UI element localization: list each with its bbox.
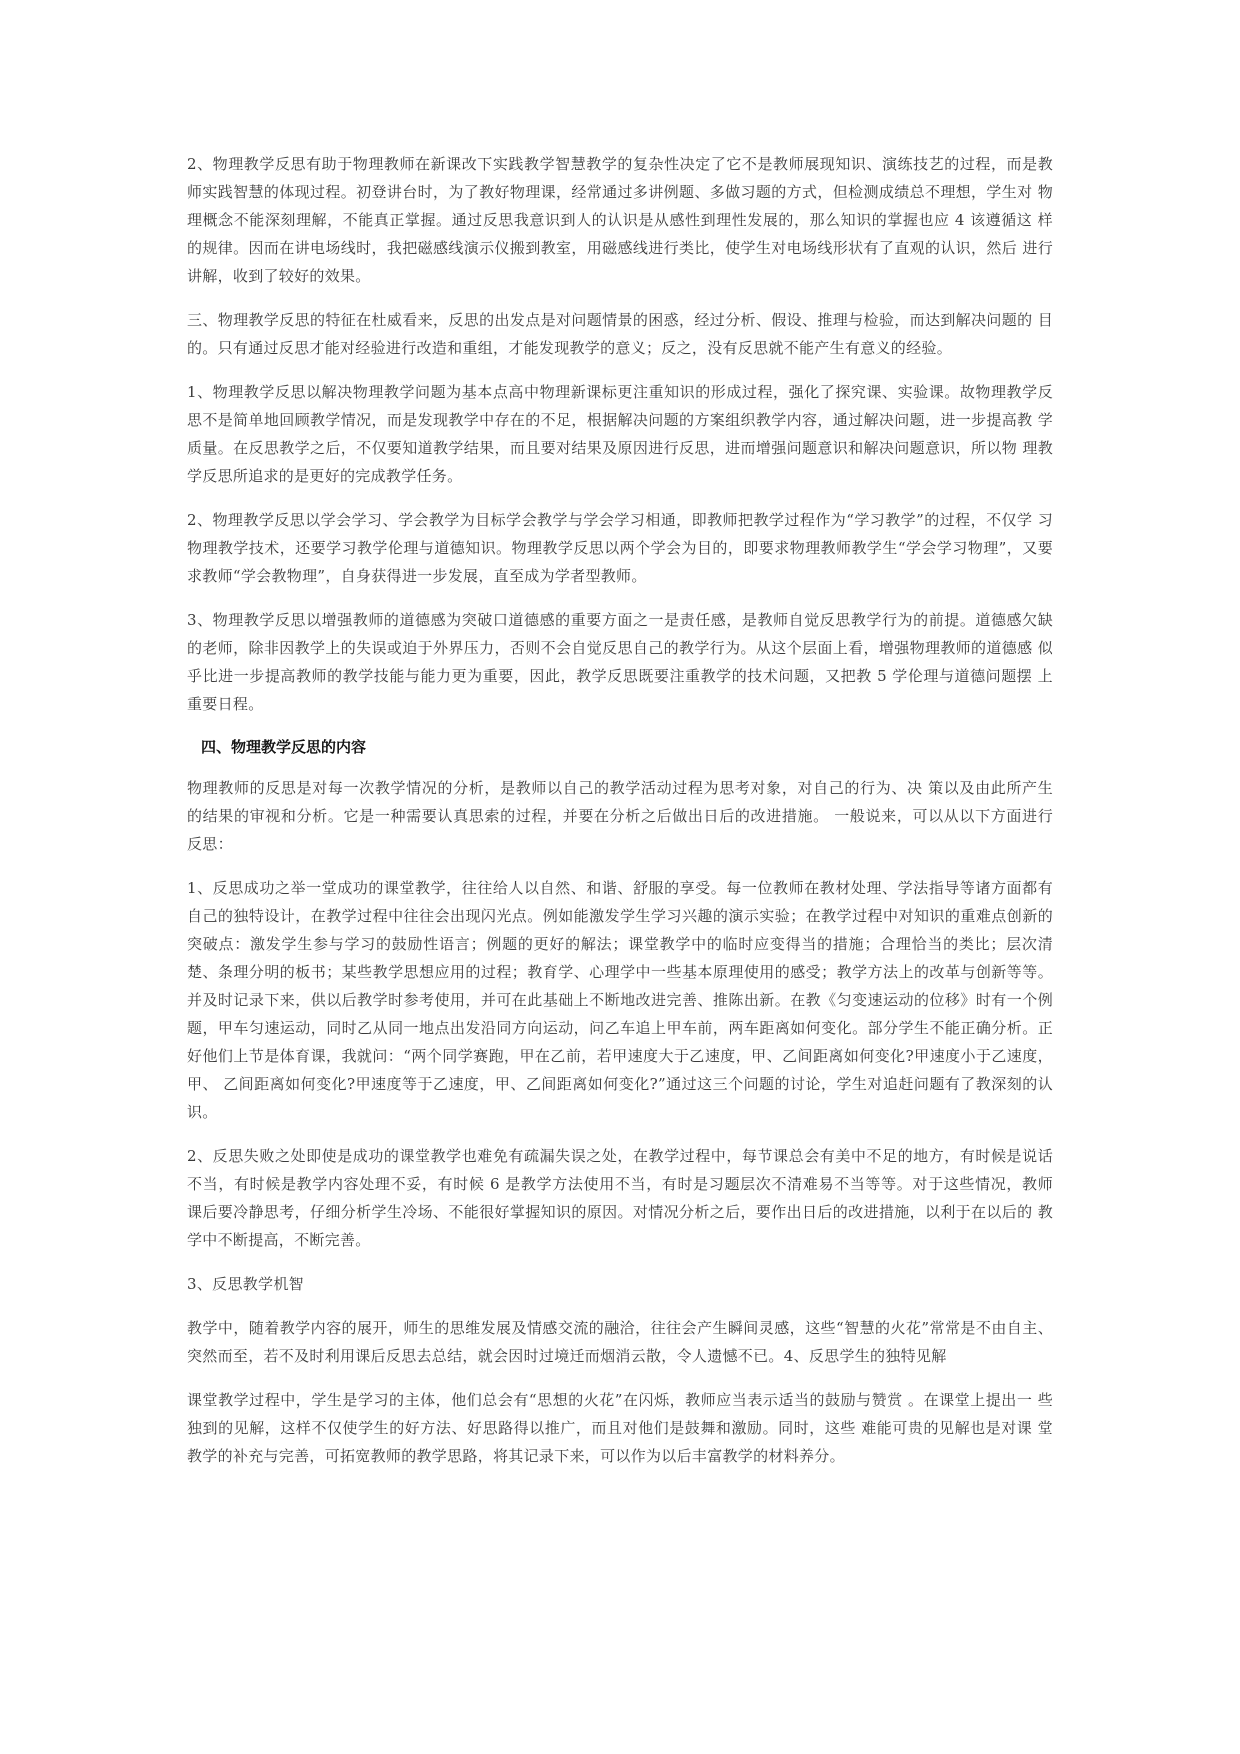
paragraph-11: 课堂教学过程中，学生是学习的主体，他们总会有“思想的火花”在闪烁，教师应当表示适当的鼓励与赞赏 。在课堂上提出一 些独到的见解，这样不仅使学生的好方法、好思路得以推广，而且对他们是鼓舞和激励。同时，这些 难能可贵的见解也是对课 堂教学的补充与完善，可拓宽教师的教学思路，将其记录下来，可以作为以后丰富教学的材料养分。 [187, 1391, 1053, 1465]
paragraph-6: 物理教师的反思是对每一次教学情况的分析，是教师以自己的教学活动过程为思考对象，对自己的行为、决 策以及由此所产生 的结果的审视和分析。它是一种需要认真思索的过程，并要在分析之后做出日后的改进措施。 一般说来，可以从以下方面进行 反思： [187, 779, 1053, 853]
paragraph-1: 2、物理教学反思有助于物理教师在新课改下实践教学智慧教学的复杂性决定了它不是教师展现知识、演练技艺的过程，而是教 师实践智慧的体现过程。初登讲台时，为了教好物理课，经常通过多讲例题、多做习题的方式，但检测成绩总不理想，学生对 物理概念不能深刻理解，不能真正掌握。通过反思我意识到人的认识是从感性到理性发展的，那么知识的掌握也应 4 该遵循这 样的规律。因而在讲电场线时，我把磁感线演示仪搬到教室，用磁感线进行类比，使学生对电场线形状有了直观的认识，然后 进行讲解，收到了较好的效果。 [187, 155, 1053, 285]
paragraph-4: 2、物理教学反思以学会学习、学会教学为目标学会教学与学会学习相通，即教师把教学过程作为“学习教学”的过程，不仅学 习物理教学技术，还要学习教学伦理与道德知识。物理教学反思以两个学会为目的，即要求物理教师教学生“学会学习物理”，又要求教师“学会教物理”，自身获得进一步发展，直至成为学者型教师。 [187, 511, 1053, 585]
document-body [187, 150, 1053, 1486]
paragraph-9: 3、反思教学机智 [187, 1275, 304, 1293]
paragraph-2: 三、物理教学反思的特征在杜威看来，反思的出发点是对问题情景的困惑，经过分析、假设、推理与检验，而达到解决问题的 目的。只有通过反思才能对经验进行改造和重组，才能发现教学的意义；反之，没有反思就不能产生有意义的经验。 [187, 311, 1053, 357]
paragraph-5: 3、物理教学反思以增强教师的道德感为突破口道德感的重要方面之一是责任感，是教师自觉反思教学行为的前提。道德感欠缺 的老师，除非因教学上的失误或迫于外界压力，否则不会自觉反思自己的教学行为。从这个层面上看，增强物理教师的道德感 似乎比进一步提高教师的教学技能与能力更为重要，因此，教学反思既要注重教学的技术问题，又把教 5 学伦理与道德问题摆 上重要日程。 [187, 611, 1053, 713]
section-heading: 四、物理教学反思的内容 [201, 738, 367, 756]
paragraph-7: 1、反思成功之举一堂成功的课堂教学，往往给人以自然、和谐、舒服的享受。每一位教师在教材处理、学法指导等诸方面都有自己的独特设计，在教学过程中往往会出现闪光点。例如能激发学生学习兴趣的演示实验；在教学过程中对知识的重难点创新的突破点：激发学生参与学习的鼓励性语言；例题的更好的解法；课堂教学中的临时应变得当的措施；合理恰当的类比；层次清楚、条理分明的板书；某些教学思想应用的过程；教育学、心理学中一些基本原理使用的感受；教学方法上的改革与创新等等。并及时记录下来，供以后教学时参考使用，并可在此基础上不断地改进完善、推陈出新。在教《匀变速运动的位移》时有一个例题，甲车匀速运动，同时乙从同一地点出发沿同方向运动，问乙车追上甲车前，两车距离如何变化。部分学生不能正确分析。正好他们上节是体育课，我就问：“两个同学赛跑，甲在乙前，若甲速度大于乙速度，甲、乙间距离如何变化?甲速度小于乙速度，甲、 乙间距离如何变化?甲速度等于乙速度，甲、乙间距离如何变化?”通过这三个问题的讨论，学生对追赶问题有了教深刻的认识。 [187, 879, 1053, 1121]
paragraph-3: 1、物理教学反思以解决物理教学问题为基本点高中物理新课标更注重知识的形成过程，强化了探究课、实验课。故物理教学反 思不是简单地回顾教学情况，而是发现教学中存在的不足，根据解决问题的方案组织教学内容，通过解决问题，进一步提高教 学质量。在反思教学之后，不仅要知道教学结果，而且要对结果及原因进行反思，进而增强问题意识和解决问题意识，所以物 理教学反思所追求的是更好的完成教学任务。 [187, 383, 1053, 485]
paragraph-10: 教学中，随着教学内容的展开，师生的思维发展及情感交流的融洽，往往会产生瞬间灵感，这些“智慧的火花”常常是不由自主、突然而至，若不及时利用课后反思去总结，就会因时过境迁而烟消云散，令人遗憾不已。4、反思学生的独特见解 [187, 1319, 1053, 1365]
paragraph-8: 2、反思失败之处即使是成功的课堂教学也难免有疏漏失误之处，在教学过程中，每节课总会有美中不足的地方，有时候是说话 不当，有时候是教学内容处理不妥，有时候 6 是教学方法使用不当，有时是习题层次不清难易不当等等。对于这些情况，教师 课后要冷静思考，仔细分析学生冷场、不能很好掌握知识的原因。对情况分析之后，要作出日后的改进措施，以利于在以后的 教学中不断提高，不断完善。 [187, 1147, 1053, 1249]
